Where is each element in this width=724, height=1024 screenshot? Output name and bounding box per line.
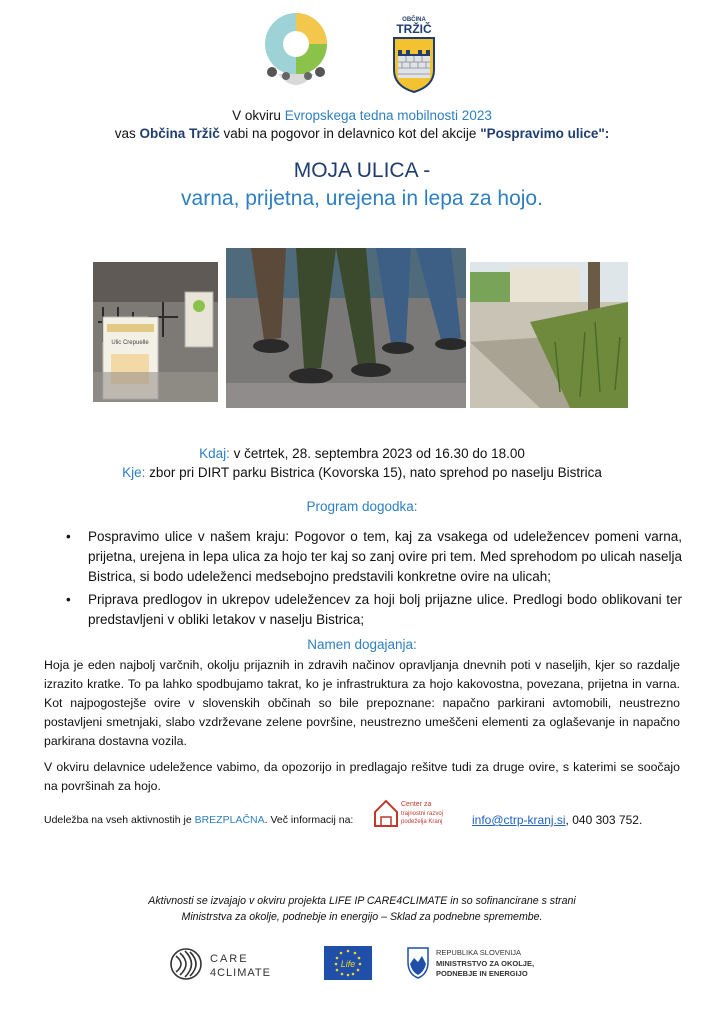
invitation-text: vabi na pogovor in delavnico kot del akcije xyxy=(223,126,477,141)
cafe-sign-text: Ulic Crepuelle xyxy=(111,340,149,346)
ctrp-logo xyxy=(372,796,472,830)
funding-note-line-1: Aktivnosti se izvajajo v okviru projekta LIFE IP CARE4CLIMATE in so sofinancirane s strani xyxy=(148,895,576,907)
free-badge: BREZPLAČNA xyxy=(194,814,265,826)
walking-legs-photo xyxy=(226,248,466,408)
contact-line xyxy=(44,813,353,827)
action-name: "Pospravimo ulice": xyxy=(480,126,610,141)
program-item xyxy=(64,527,682,587)
intro-prefix-2: vas xyxy=(114,126,136,141)
eu-life-logo xyxy=(324,946,372,980)
ministry-logo xyxy=(406,944,566,984)
bullet-icon: • xyxy=(66,592,71,607)
purpose-paragraph-2: V okviru delavnice udeležence vabimo, da opozorijo in predlagajo rešitve tudi za druge ovire, s katerimi se soočajo na površinah za hojo. xyxy=(44,760,680,793)
program-item xyxy=(64,590,682,630)
where-label: Kje: xyxy=(122,465,146,480)
event-where xyxy=(0,463,724,483)
intro-line-1 xyxy=(0,107,724,125)
mobility-week-name: Evropskega tedna mobilnosti 2023 xyxy=(284,108,492,123)
funding-note-line-2: Ministrstva za okolje, podnebje in energijo – Sklad za podnebne spremembe. xyxy=(181,911,543,923)
page-title-line-2: varna, prijetna, urejena in lepa za hojo. xyxy=(181,187,543,210)
care-logo-line-2: 4CLIMATE xyxy=(210,967,271,979)
intro-line-2 xyxy=(0,125,724,143)
program-title: Program dogodka: xyxy=(306,499,418,514)
street-cafe-photo xyxy=(93,262,218,402)
phone-number: , 040 303 752. xyxy=(565,813,643,827)
organizer-name: Občina Tržič xyxy=(139,126,220,141)
eu-logo-text: Life xyxy=(340,959,356,969)
trzic-coat-of-arms-logo xyxy=(388,14,440,94)
trzic-logo-name: TRŽIČ xyxy=(396,22,432,36)
ctrp-logo-line-3: podeželja Kranj xyxy=(401,819,443,825)
event-when xyxy=(0,444,724,464)
contact-details xyxy=(472,812,642,828)
ctrp-logo-line-1: Center za xyxy=(401,801,432,808)
ministry-line-2: MINISTRSTVO ZA OKOLJE, xyxy=(436,959,535,968)
ctrp-logo-line-2: trajnostni razvoj xyxy=(401,811,444,817)
overgrown-sidewalk-photo xyxy=(470,262,628,408)
program-item-text: Priprava predlogov in ukrepov udeležencev za hoji bolj prijazne ulice. Predlogi bodo oblikovani ter predstavljeni v obliki letakov v naselju Bistrica; xyxy=(88,592,682,627)
when-label: Kdaj: xyxy=(199,446,230,461)
european-mobility-week-logo xyxy=(258,10,334,96)
ministry-line-3: PODNEBJE IN ENERGIJO xyxy=(436,969,528,978)
trzic-logo-top-text: OBČINA xyxy=(402,17,426,23)
purpose-paragraph-1: Hoja je eden najbolj varčnih, okolju prijaznih in zdravih načinov opravljanja dnevnih poti v naseljih, kjer so razdalje izrazito kratke. To pa lahko spodbujamo takrat, ko je infrastruktura za hojo kakovostna, povezana, prijetna in varna. Kot najpogostejše ovire v slovenskih občinah so bile prepoznane: napačno parkirani avtomobili, neustrezno postavljeni smetnjaki, slabo vzdrževane zelene površine, neustrezno umeščeni elementi za oglaševanje in napačno parkirana dostavna vozila. xyxy=(44,658,680,748)
bullet-icon: • xyxy=(66,529,71,544)
care4climate-logo xyxy=(168,946,294,982)
when-value: v četrtek, 28. septembra 2023 od 16.30 do 18.00 xyxy=(233,446,525,461)
ministry-line-1: REPUBLIKA SLOVENIJA xyxy=(436,948,522,957)
participation-text: Udeležba na vseh aktivnostih je xyxy=(44,814,192,826)
where-value: zbor pri DIRT parku Bistrica (Kovorska 15), nato sprehod po naselju Bistrica xyxy=(149,465,602,480)
more-info-text: . Več informacij na: xyxy=(264,814,354,826)
email-link[interactable]: info@ctrp-kranj.si xyxy=(472,813,566,827)
intro-prefix: V okviru xyxy=(232,108,281,123)
care-logo-line-1: CARE xyxy=(210,953,249,965)
program-item-text: Pospravimo ulice v našem kraju: Pogovor o tem, kaj za vsakega od udeležencev pomeni varna, prijetna, urejena in lepa ulica za hojo ter kaj so zanj ovire pri tem. Med sprehodom po ulicah naselja Bistrica, si bodo udeleženci medsebojno predstavili konkretne ovire na ulicah; xyxy=(88,529,682,584)
page-title-line-1: MOJA ULICA - xyxy=(293,159,431,182)
program-list xyxy=(64,527,682,633)
purpose-title: Namen dogajanja: xyxy=(307,637,417,652)
